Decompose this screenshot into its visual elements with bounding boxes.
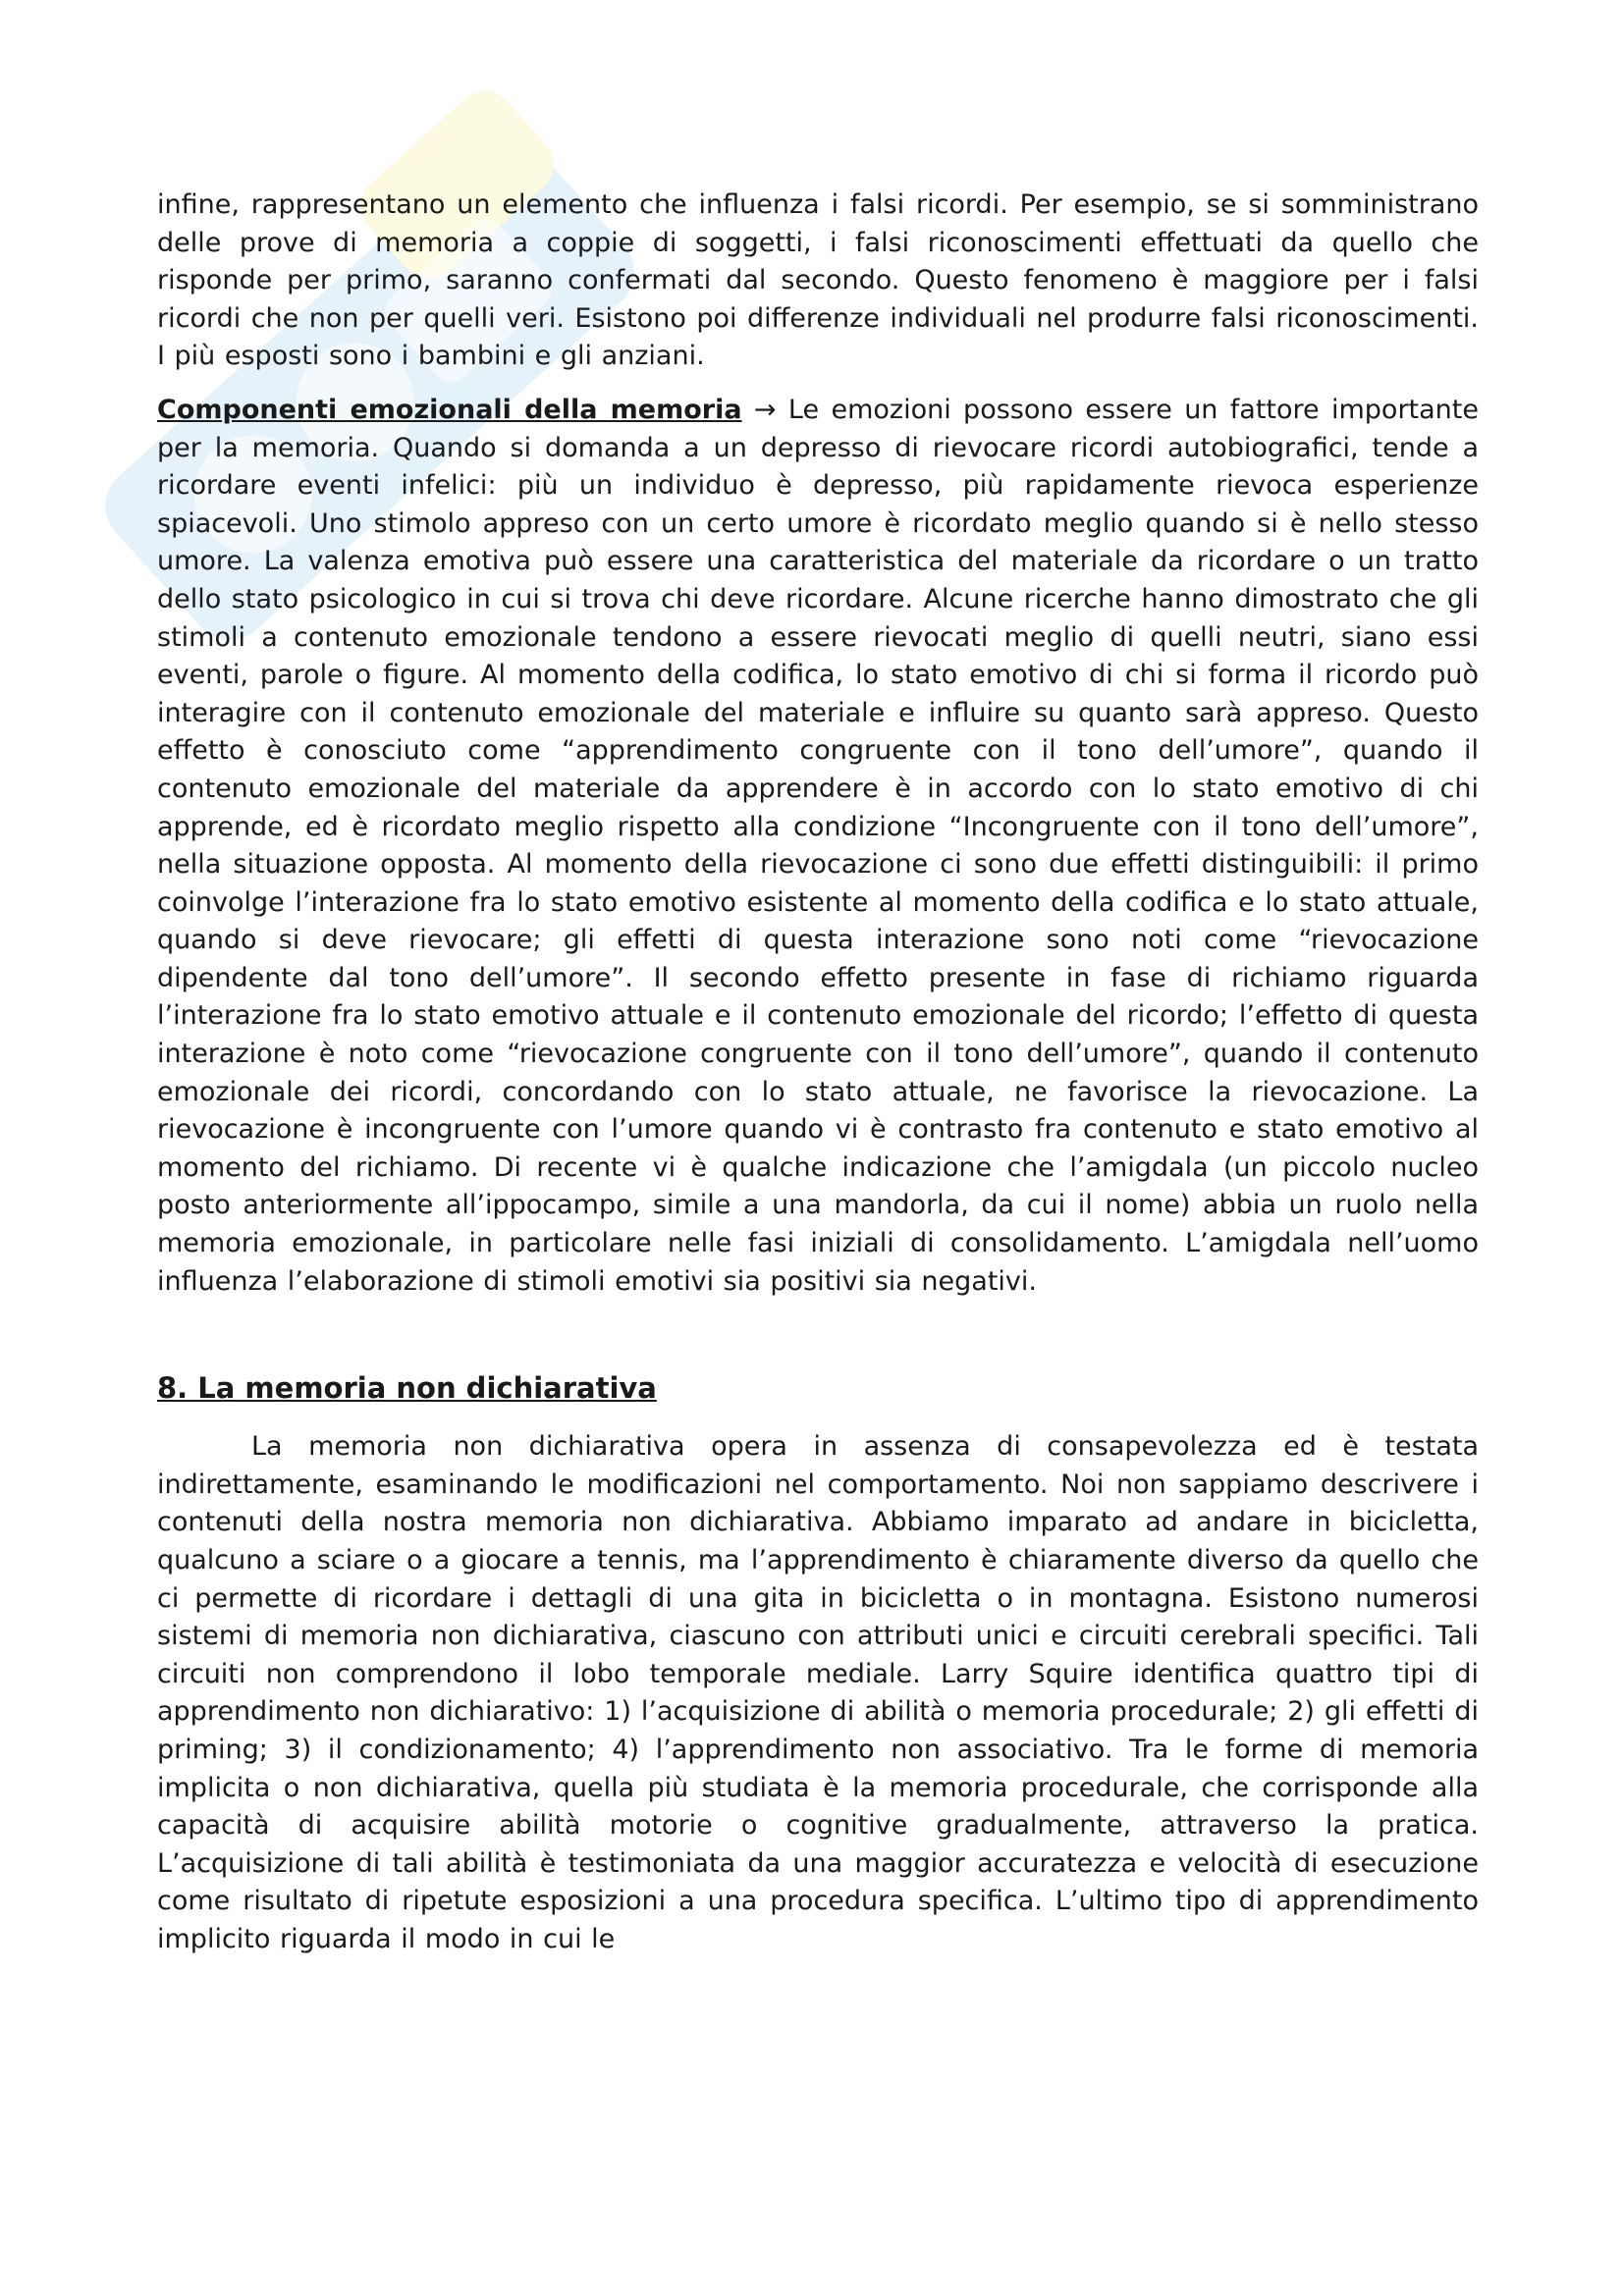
paragraph-non-declarative-memory: La memoria non dichiarativa opera in assenza di consapevolezza ed è testata indirettamente, esaminando le modificazioni nel comportamento. Noi non sappiamo descrivere i contenuti della nostra memoria non dichiarativa. Abbiamo imparato ad andare in bicicletta, qualcuno a sciare o a giocare a tennis, ma l’apprendimento è chiaramente diverso da quello che ci permette di ricordare i dettagli di una gita in bicicletta o in montagna. Esistono numerosi sistemi di memoria non dichiarativa, ciascuno con attributi unici e circuiti cerebrali specifici. Tali circuiti non comprendono il lobo temporale mediale. Larry Squire identifica quattro tipi di apprendimento non dichiarativo: 1) l’acquisizione di abilità o memoria procedurale; 2) gli effetti di priming; 3) il condizionamento; 4) l’apprendimento non associativo. Tra le forme di memoria implicita o non dichiarativa, quella più studiata è la memoria procedurale, che corrisponde alla capacità di acquisire abilità motorie o cognitive gradualmente, attraverso la pratica. L’acquisizione di tali abilità è testimoniata da una maggior accuratezza e velocità di esecuzione come risultato di ripetute esposizioni a una procedura specifica. L’ultimo tipo di apprendimento implicito riguarda il modo in cui le [157,1431,1479,1954]
arrow-icon: → [741,394,788,425]
paragraph-emotional-memory [157,392,1479,1301]
inline-heading-emotional-components: Componenti emozionali della memoria [157,394,742,425]
document-page [157,187,1479,1959]
paragraph-emotional-memory-body: Le emozioni possono essere un fattore importante per la memoria. Quando si domanda a un depresso di rievocare ricordi autobiografici, tende a ricordare eventi infelici: più un individuo è depresso, più rapidamente rievoca esperienze spiacevoli. Uno stimolo appreso con un certo umore è ricordato meglio quando si è nello stesso umore. La valenza emotiva può essere una caratteristica del materiale da ricordare o un tratto dello stato psicologico in cui si trova chi deve ricordare. Alcune ricerche hanno dimostrato che gli stimoli a contenuto emozionale tendono a essere rievocati meglio di quelli neutri, siano essi eventi, parole o figure. Al momento della codifica, lo stato emotivo di chi si forma il ricordo può interagire con il contenuto emozionale del materiale e influire su quanto sarà appreso. Questo effetto è conosciuto come “apprendimento congruente con il tono dell’umore”, quando il contenuto emozionale del materiale da apprendere è in accordo con lo stato emotivo di chi apprende, ed è ricordato meglio rispetto alla condizione “Incongruente con il tono dell’umore”, nella situazione opposta. Al momento della rievocazione ci sono due effetti distinguibili: il primo coinvolge l’interazione fra lo stato emotivo esistente al momento della codifica e lo stato attuale, quando si deve rievocare; gli effetti di questa interazione sono noti come “rievocazione dipendente dal tono dell’umore”. Il secondo effetto presente in fase di richiamo riguarda l’interazione fra lo stato emotivo attuale e il contenuto emozionale del ricordo; l’effetto di questa interazione è noto come “rievocazione congruente con il tono dell’umore”, quando il contenuto emozionale dei ricordi, concordando con lo stato attuale, ne favorisce la rievocazione. La rievocazione è incongruente con l’umore quando vi è contrasto fra contenuto e stato emotivo al momento del richiamo. Di recente vi è qualche indicazione che l’amigdala (un piccolo nucleo posto anteriormente all’ippocampo, simile a una mandorla, da cui il nome) abbia un ruolo nella memoria emozionale, in particolare nelle fasi iniziali di consolidamento. L’amigdala nell’uomo influenza l’elaborazione di stimoli emotivi sia positivi sia negativi. [157,394,1479,1297]
section-heading-non-declarative: 8. La memoria non dichiarativa [157,1371,657,1406]
paragraph-false-memories: infine, rappresentano un elemento che influenza i falsi ricordi. Per esempio, se si somministrano delle prove di memoria a coppie di soggetti, i falsi riconoscimenti effettuati da quello che risponde per primo, saranno confermati dal secondo. Questo fenomeno è maggiore per i falsi ricordi che non per quelli veri. Esistono poi differenze individuali nel produrre falsi riconoscimenti. I più esposti sono i bambini e gli anziani. [157,189,1479,372]
